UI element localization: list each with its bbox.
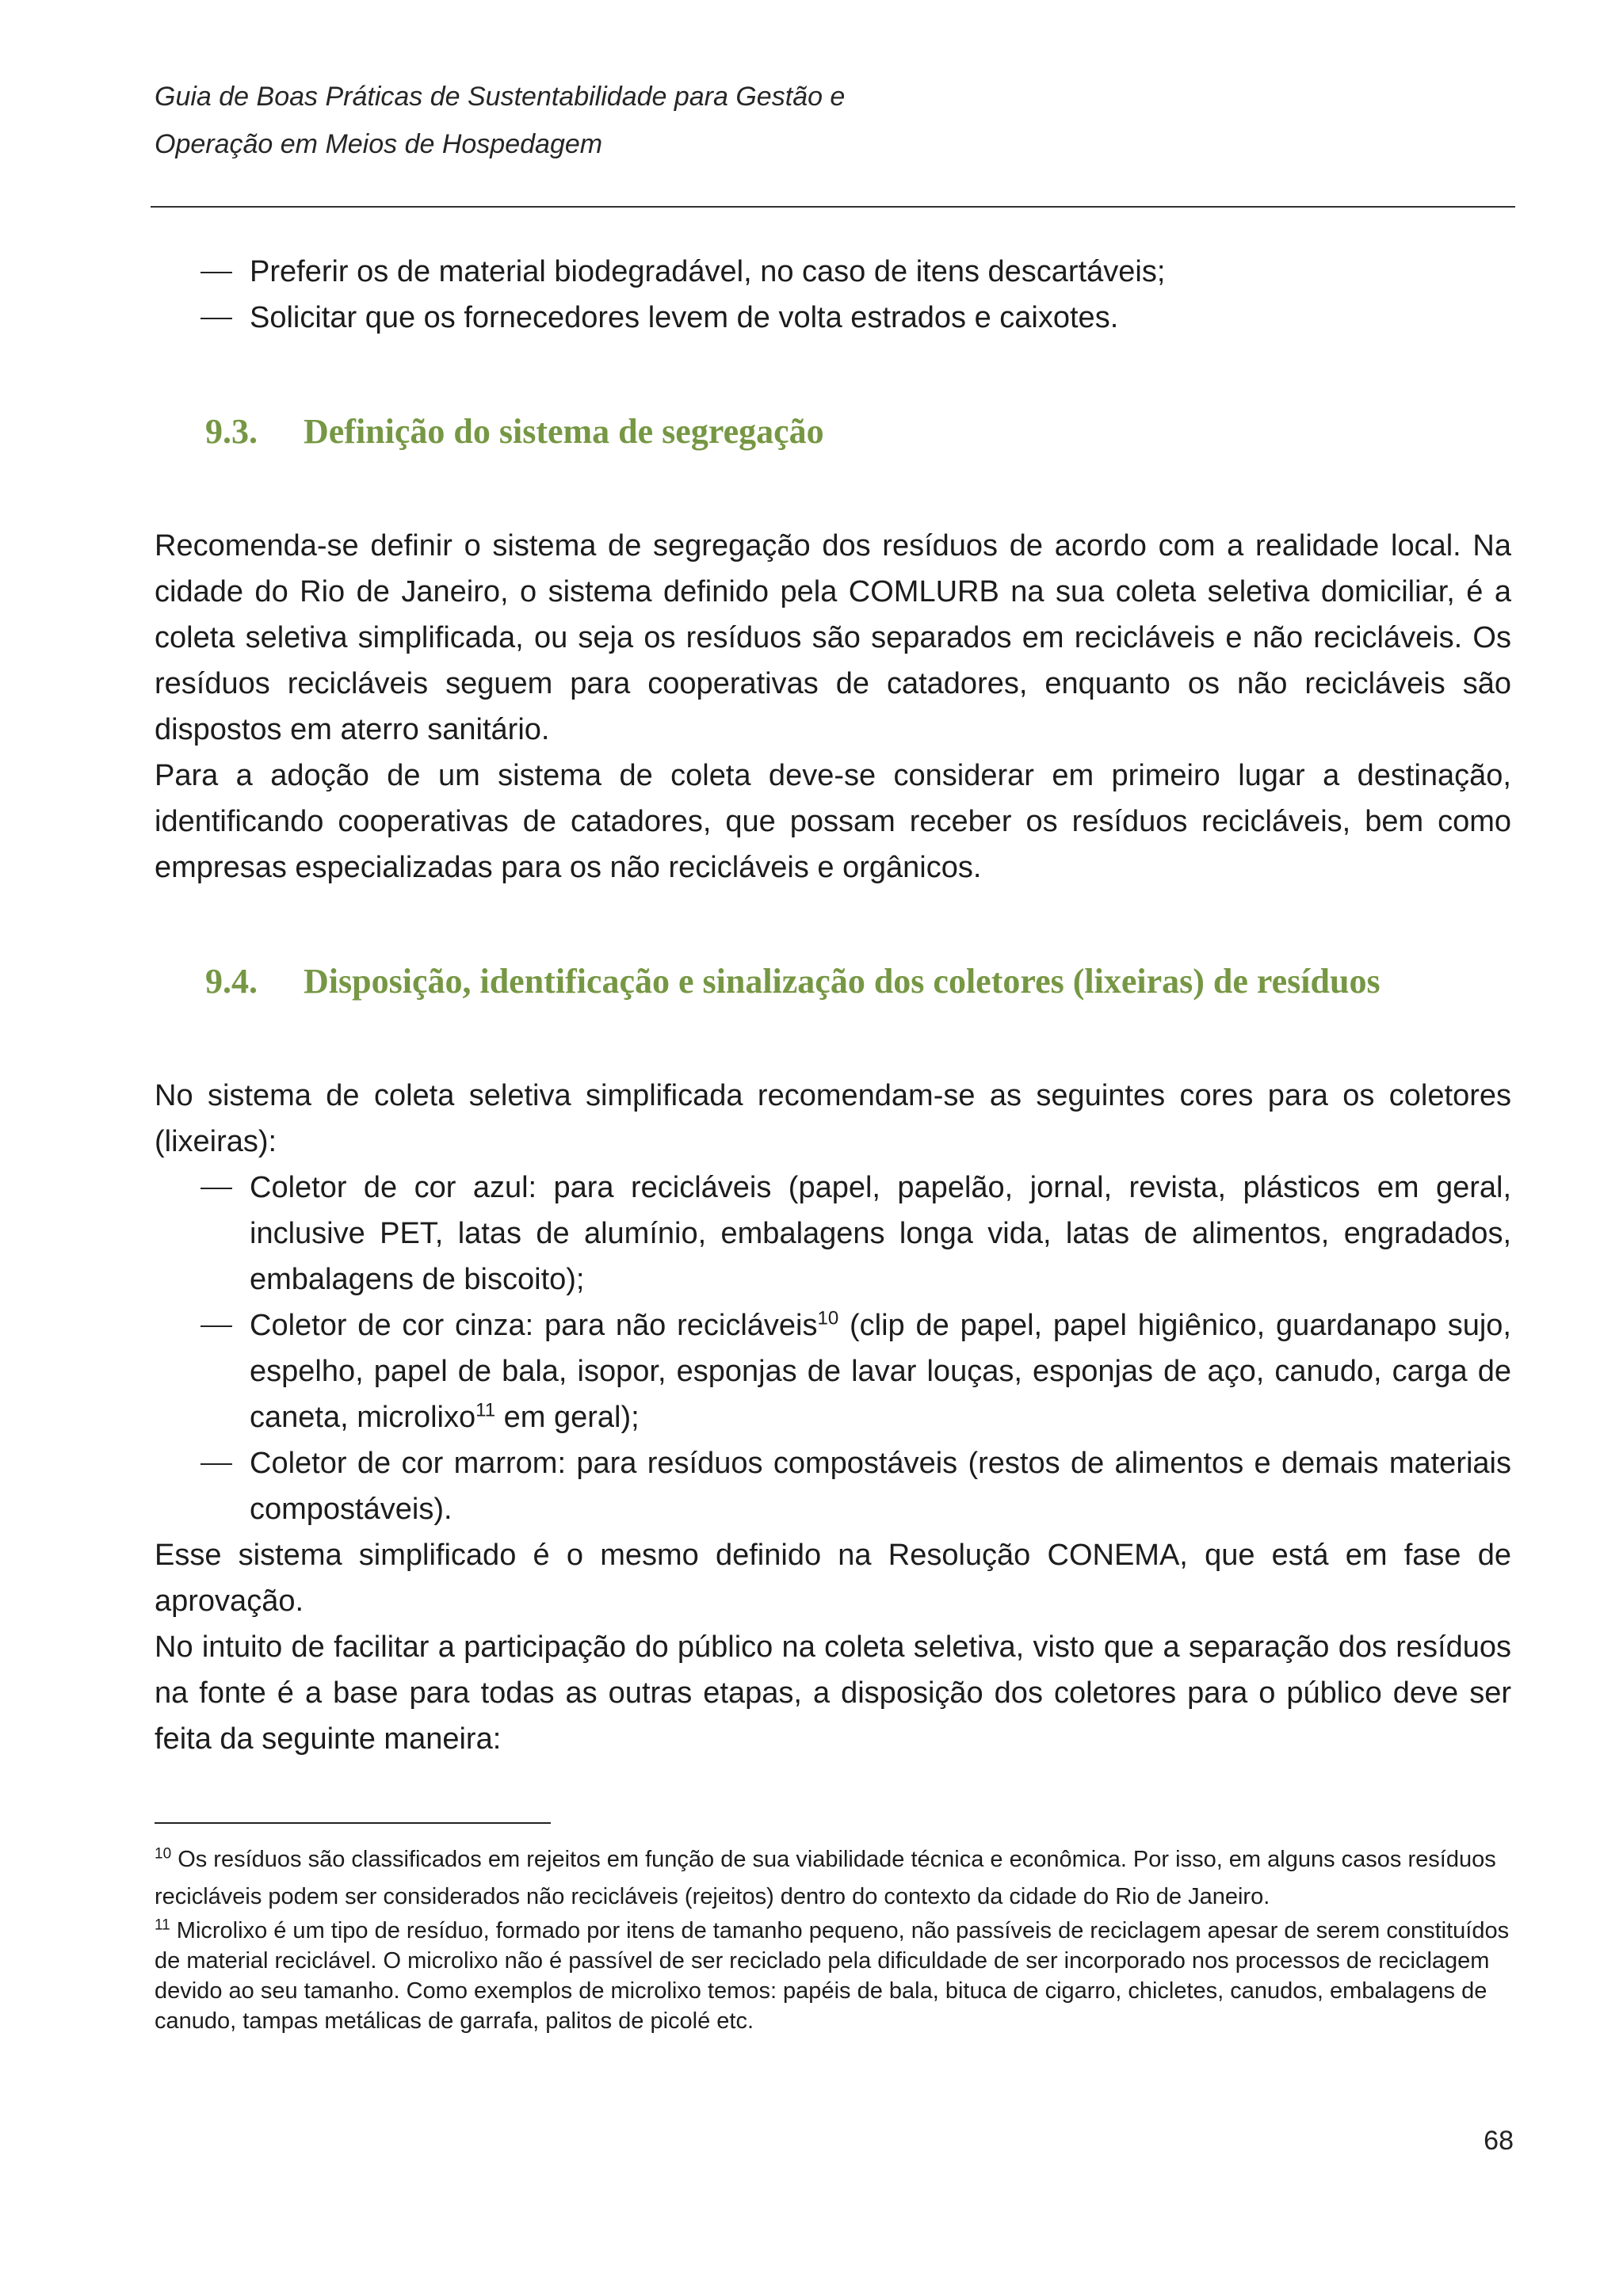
paragraph-conema: Esse sistema simplificado é o mesmo definido na Resolução CONEMA, que está em fase de aprovação. — [155, 1539, 1511, 1618]
list-item: Coletor de cor cinza: para não recicláveis$^{10}$ (clip de papel, papel higiênico, guardanapo sujo, espelho, papel de bala, isopor, esponjas de lavar louças, esponjas de aço, canudo, carga de caneta, microlixo$^{11}$ em geral); — [200, 1302, 1511, 1440]
list-item: Coletor de cor azul: para recicláveis (papel, papelão, jornal, revista, plásticos em geral, inclusive PET, latas de alumínio, embalagens longa vida, latas de alimentos, engradados, embalagens de biscoito); — [200, 1165, 1511, 1302]
footnote-ref: 11 — [475, 1399, 496, 1421]
section-number: 9.3. — [205, 412, 258, 451]
running-header-line-1: Guia de Boas Práticas de Sustentabilidade para Gestão e — [155, 82, 846, 112]
running-header — [155, 73, 1106, 168]
list-item: Coletor de cor marrom: para resíduos compostáveis (restos de alimentos e demais materiais compostáveis). — [200, 1440, 1511, 1532]
running-header-line-2: Operação em Meios de Hospedagem — [155, 129, 603, 159]
footnote-number: 10 — [155, 1845, 172, 1863]
dash-bullet-icon — [200, 1188, 232, 1189]
footnote-11: $^{11}$ Microlixo é um tipo de resíduo, formado por itens de tamanho pequeno, não passíveis de reciclagem apesar de serem constituídos de material reciclável. O microlixo não é passível de ser reciclado pela dificuldade de ser incorporado nos processos de reciclagem devido ao seu tamanho. Como exemplos de microlixo temos: papéis de bala, bituca de cigarro, chicletes, canudos, embalagens de canudo, tampas metálicas de garrafa, palitos de picolé etc. — [155, 1917, 1510, 2034]
list-item: Preferir os de material biodegradável, no caso de itens descartáveis; — [200, 249, 1511, 295]
page-number: 68 — [1484, 2126, 1514, 2156]
footnotes — [155, 1841, 1511, 2036]
list-item: Solicitar que os fornecedores levem de volta estrados e caixotes. — [200, 295, 1511, 341]
footnote-number: 11 — [155, 1917, 170, 1934]
section-title: Definição do sistema de segregação — [304, 412, 824, 451]
dash-bullet-icon — [200, 272, 232, 273]
section-heading-9-3 — [155, 409, 1511, 455]
intro-bullet-list — [200, 249, 1511, 341]
paragraph-segregation-1: Recomenda-se definir o sistema de segregação dos resíduos de acordo com a realidade local. Na cidade do Rio de Janeiro, o sistema definido pela COMLURB na sua coleta seletiva domiciliar, é a coleta seletiva simplificada, ou seja os resíduos são separados em recicláveis e não recicláveis. Os resíduos recicláveis seguem para cooperativas de catadores, enquanto os não recicláveis são dispostos em aterro sanitário. — [155, 529, 1511, 746]
dash-bullet-icon — [200, 1463, 232, 1465]
header-rule — [151, 206, 1515, 208]
paragraph-public-participation: No intuito de facilitar a participação do público na coleta seletiva, visto que a separação dos resíduos na fonte é a base para todas as outras etapas, a disposição dos coletores para o público deve ser feita da seguinte maneira: — [155, 1630, 1511, 1756]
footnote-rule — [155, 1822, 551, 1824]
section-title: Disposição, identificação e sinalização dos coletores (lixeiras) de resíduos — [304, 962, 1381, 1001]
main-content — [155, 249, 1511, 1762]
dash-bullet-icon — [200, 318, 232, 319]
collector-color-list — [200, 1165, 1511, 1532]
dash-bullet-icon — [200, 1325, 232, 1327]
footnote-10: $^{10}$ Os resíduos são classificados em rejeitos em função de sua viabilidade técnica e econômica. Por isso, em alguns casos resíduos recicláveis podem ser considerados não recicláveis (rejeitos) dentro do contexto da cidade do Rio de Janeiro. — [155, 1845, 1496, 1909]
section-heading-9-4 — [155, 959, 1511, 1005]
paragraph-collector-intro: No sistema de coleta seletiva simplificada recomendam-se as seguintes cores para os coletores (lixeiras): — [155, 1079, 1511, 1158]
paragraph-segregation-2: Para a adoção de um sistema de coleta deve-se considerar em primeiro lugar a destinação, identificando cooperativas de catadores, que possam receber os resíduos recicláveis, bem como empresas especializadas para os não recicláveis e orgânicos. — [155, 759, 1511, 884]
section-number: 9.4. — [205, 962, 258, 1001]
footnote-ref: 10 — [817, 1307, 839, 1329]
